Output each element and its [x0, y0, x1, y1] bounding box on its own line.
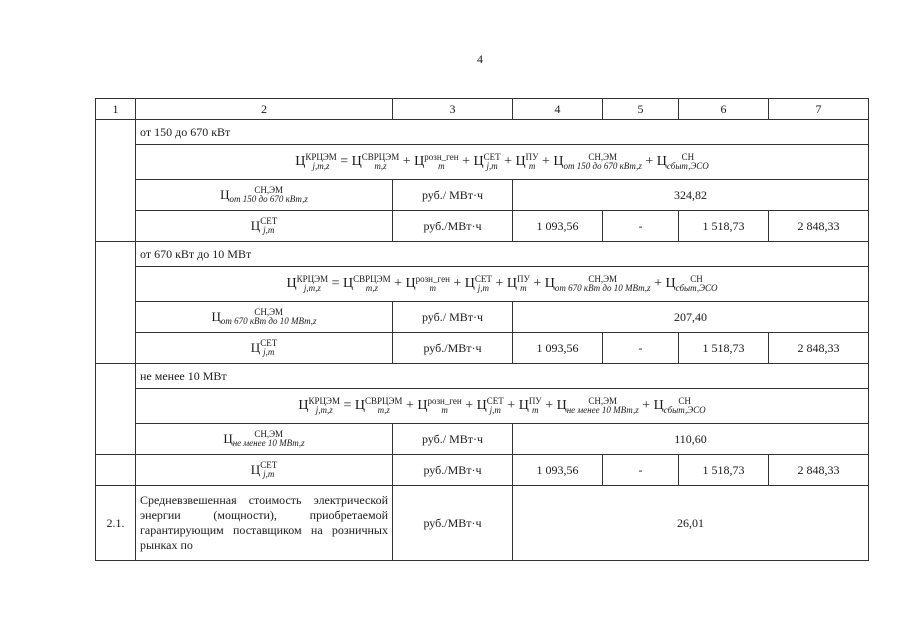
header-row	[96, 99, 869, 120]
superscript: СН,ЭМ	[588, 274, 618, 284]
value-cell-col5: -	[603, 333, 679, 364]
plus-sign: +	[462, 154, 470, 170]
plus-sign: +	[642, 398, 651, 414]
subscript: m	[441, 405, 448, 415]
component-label	[136, 333, 393, 364]
plus-sign: +	[545, 398, 554, 414]
index-stack	[233, 430, 305, 448]
symbol: Ц	[656, 154, 667, 169]
superscript: СВРЦЭМ	[361, 152, 400, 162]
index-stack	[427, 397, 461, 415]
symbol: Ц	[298, 398, 309, 413]
section-title: от 150 до 670 кВт	[136, 120, 869, 145]
symbol: Ц	[250, 218, 261, 233]
item-number: 2.1.	[96, 486, 136, 561]
subscript: от 670 кВт до 10 МВт,z	[220, 316, 317, 326]
value-cell-col7: 2 848,33	[769, 455, 869, 486]
symbol: Ц	[354, 398, 365, 413]
price-formula	[136, 267, 869, 302]
header-cell: 4	[513, 99, 603, 120]
tariff-table	[95, 98, 869, 561]
unit-cell: руб./МВт·ч	[393, 333, 513, 364]
superscript: розн_ген	[427, 396, 462, 406]
network-tariff-row	[96, 211, 869, 242]
superscript: СЕТ	[260, 460, 278, 470]
value-cell-col6: 1 518,73	[679, 455, 769, 486]
index-stack	[487, 397, 504, 415]
price-formula	[136, 389, 869, 424]
superscript: СВРЦЭМ	[364, 396, 403, 406]
superscript: СЕТ	[483, 152, 501, 162]
index-stack	[260, 461, 277, 479]
section-title-row	[96, 242, 869, 267]
symbol: Ц	[250, 462, 261, 477]
superscript: СЕТ	[486, 396, 504, 406]
symbol: Ц	[515, 154, 526, 169]
index-stack	[297, 275, 328, 293]
symbol: Ц	[506, 276, 517, 291]
superscript: розн_ген	[424, 152, 459, 162]
superscript: ПУ	[528, 396, 542, 406]
index-stack	[526, 153, 539, 171]
subscript: m,z	[365, 283, 378, 293]
subscript: j,m	[263, 347, 275, 357]
subscript: m,z	[377, 405, 390, 415]
superscript: СЕТ	[260, 216, 278, 226]
plus-sign: +	[504, 154, 512, 170]
section-number-cell	[96, 242, 136, 364]
section-title-row	[96, 120, 869, 145]
plus-sign: +	[507, 398, 516, 414]
header-cell: 7	[769, 99, 869, 120]
subscript: от 150 до 670 кВт,z	[229, 194, 308, 204]
superscript: СН,ЭМ	[254, 307, 284, 317]
value-cell-col6: 1 518,73	[679, 333, 769, 364]
section-number-cell	[96, 364, 136, 455]
index-stack	[416, 275, 450, 293]
superscript: СН,ЭМ	[588, 152, 618, 162]
plus-sign: +	[394, 276, 402, 292]
subscript: j,m	[489, 405, 501, 415]
superscript: СН	[690, 274, 703, 284]
header-cell: 6	[679, 99, 769, 120]
index-stack	[676, 275, 718, 293]
subscript: j,m	[486, 161, 498, 171]
component-row	[96, 424, 869, 455]
superscript: ПУ	[516, 274, 530, 284]
subscript: m	[438, 161, 445, 171]
subscript: j,m	[263, 469, 275, 479]
formula-row	[96, 145, 869, 180]
plus-sign: +	[402, 154, 411, 170]
subscript: m	[532, 405, 539, 415]
formula-row	[96, 267, 869, 302]
plus-sign: +	[453, 276, 462, 292]
index-stack	[309, 397, 340, 415]
symbol: Ц	[417, 398, 428, 413]
subscript: m,z	[374, 161, 387, 171]
subscript: m	[520, 283, 527, 293]
symbol: Ц	[544, 276, 555, 291]
symbol: Ц	[286, 276, 297, 291]
unit-cell: руб./МВт·ч	[393, 211, 513, 242]
superscript: СН	[678, 396, 691, 406]
price-formula	[136, 145, 869, 180]
index-stack	[305, 153, 336, 171]
plus-sign: +	[465, 398, 474, 414]
value-cell-col7: 2 848,33	[769, 211, 869, 242]
value-cell-col4: 1 093,56	[513, 333, 603, 364]
symbol: Ц	[414, 154, 425, 169]
section-title: не менее 10 МВт	[136, 364, 869, 389]
header-cell: 3	[393, 99, 513, 120]
value-cell-col7: 2 848,33	[769, 333, 869, 364]
superscript: розн_ген	[415, 274, 450, 284]
value-cell-col4: 1 093,56	[513, 211, 603, 242]
page-number: 4	[477, 52, 483, 66]
subscript: j,m,z	[303, 283, 321, 293]
value-cell-col6: 1 518,73	[679, 211, 769, 242]
superscript: ПУ	[525, 152, 539, 162]
index-stack	[475, 275, 492, 293]
symbol: Ц	[476, 398, 487, 413]
section-number-cell	[96, 120, 136, 242]
unit-cell: руб./МВт·ч	[393, 486, 513, 561]
superscript: СН,ЭМ	[588, 396, 618, 406]
section-title: от 670 кВт до 10 МВт	[136, 242, 869, 267]
superscript: СЕТ	[260, 338, 278, 348]
symbol: Ц	[220, 187, 230, 202]
index-stack	[362, 153, 399, 171]
symbol: Ц	[351, 154, 362, 169]
index-stack	[424, 153, 458, 171]
equals-sign: =	[343, 398, 352, 414]
superscript: СВРЦЭМ	[353, 274, 391, 284]
plus-sign: +	[654, 276, 662, 292]
superscript: КРЦЭМ	[305, 152, 337, 162]
subscript: m	[528, 161, 536, 171]
subscript: сбыт,ЭСО	[666, 161, 709, 171]
subscript: от 150 до 670 кВт,z	[563, 161, 642, 171]
value-cell: 26,01	[513, 486, 869, 561]
equals-sign: =	[331, 276, 340, 292]
index-stack	[529, 397, 542, 415]
symbol: Ц	[405, 276, 416, 291]
subscript: от 670 кВт до 10 МВт,z	[554, 283, 651, 293]
symbol: Ц	[295, 154, 306, 169]
network-tariff-row	[96, 333, 869, 364]
index-stack	[567, 397, 639, 415]
component-row	[96, 180, 869, 211]
section-number-cell	[96, 455, 136, 486]
component-label	[136, 455, 393, 486]
subscript: j,m	[477, 283, 490, 293]
subscript: сбыт,ЭСО	[663, 405, 706, 415]
unit-cell: руб./ МВт·ч	[393, 424, 513, 455]
component-label	[136, 180, 393, 211]
symbol: Ц	[665, 276, 676, 291]
plus-sign: +	[495, 276, 504, 292]
subscript: j,m,z	[312, 161, 330, 171]
section-title-row	[96, 364, 869, 389]
subscript: не менее 10 МВт,z	[232, 438, 305, 448]
unit-cell: руб./ МВт·ч	[393, 180, 513, 211]
value-cell-col5: -	[603, 211, 679, 242]
index-stack	[365, 397, 402, 415]
symbol: Ц	[518, 398, 529, 413]
plus-sign: +	[533, 276, 542, 292]
index-stack	[564, 153, 642, 171]
index-stack	[353, 275, 390, 293]
index-stack	[260, 339, 277, 357]
symbol: Ц	[473, 154, 484, 169]
symbol: Ц	[653, 398, 664, 413]
component-label	[136, 211, 393, 242]
header-cell: 2	[136, 99, 393, 120]
subscript: m	[429, 283, 436, 293]
header-cell: 5	[603, 99, 679, 120]
superscript: СН,ЭМ	[254, 429, 284, 439]
formula-row	[96, 389, 869, 424]
value-cell: 207,40	[513, 302, 869, 333]
item-description: Средневзвешенная стоимость электрической энергии (мощности), приобретаемой гарантирующим поставщиком на розничных рынках по	[136, 486, 393, 561]
symbol: Ц	[211, 309, 221, 324]
component-label	[136, 424, 393, 455]
index-stack	[260, 217, 277, 235]
symbol: Ц	[553, 154, 564, 169]
value-cell-col4: 1 093,56	[513, 455, 603, 486]
index-stack	[484, 153, 501, 171]
index-stack	[230, 186, 308, 204]
header-cell: 1	[96, 99, 136, 120]
superscript: СН,ЭМ	[254, 185, 284, 195]
superscript: КРЦЭМ	[296, 274, 329, 284]
network-tariff-row	[96, 455, 869, 486]
value-cell: 110,60	[513, 424, 869, 455]
plus-sign: +	[542, 154, 550, 170]
item-row	[96, 486, 869, 561]
index-stack	[667, 153, 709, 171]
superscript: КРЦЭМ	[308, 396, 340, 406]
subscript: не менее 10 МВт,z	[566, 405, 639, 415]
subscript: j,m	[263, 225, 275, 235]
equals-sign: =	[340, 154, 349, 170]
symbol: Ц	[250, 340, 261, 355]
symbol: Ц	[464, 276, 475, 291]
index-stack	[664, 397, 706, 415]
symbol: Ц	[343, 276, 354, 291]
component-label	[136, 302, 393, 333]
value-cell: 324,82	[513, 180, 869, 211]
unit-cell: руб./МВт·ч	[393, 455, 513, 486]
index-stack	[517, 275, 530, 293]
subscript: j,m,z	[315, 405, 333, 415]
plus-sign: +	[645, 154, 654, 170]
index-stack	[221, 308, 317, 326]
plus-sign: +	[405, 398, 414, 414]
unit-cell: руб./ МВт·ч	[393, 302, 513, 333]
subscript: сбыт,ЭСО	[675, 283, 718, 293]
symbol: Ц	[223, 431, 233, 446]
value-cell-col5: -	[603, 455, 679, 486]
superscript: СЕТ	[474, 274, 492, 284]
symbol: Ц	[556, 398, 567, 413]
superscript: СН	[681, 152, 695, 162]
index-stack	[555, 275, 651, 293]
component-row	[96, 302, 869, 333]
